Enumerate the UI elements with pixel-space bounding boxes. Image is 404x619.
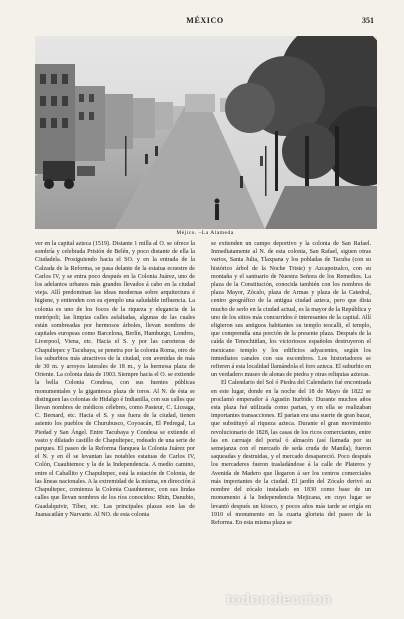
watermark: todocoleccion: [226, 591, 332, 608]
figure-caption: Méjico. –La Alameda: [176, 230, 234, 236]
running-title: MÉXICO: [186, 16, 224, 25]
paragraph: se extienden un campo deportivo y la colonia de San Rafael. Inmediatamente al N. de esta colonia, San Rafael, siguen otras varios, Santa Julia, Tlaxpana y los pobladas de Tacuba (con su histórico árbol de la Noche Triste) y Azcapotzalco, con su montaña y el santuario de Nuestra Señora de los Remedios. La plaza de la Constitución, conocida también con los nombres de plaza Mayor, Zócalo, plaza de Armas y plaza de la Catedral, centro geográfico de la antigua ciudad azteca, pero que dista mucho de serlo en la ciudad actual, es la mayor de la República y uno de los sitios más concurridos é interesantes de la capital. Allí eligieron sus antiguos habitantes su templo teocalli, el templo, que comprendía una porción de la presente plaza. Después de la caída de Tenochtitlan, los victoriosos españoles destruyeron el mexicano templo y los edificios adyacentes, según los inmediatos canales con sus escombros. Los historiadores se refieren á esta localidad llamándola el foro azteca. El suburbio en un verdadero museo de alonas de piedra y otras reliquias aztecas.: [211, 241, 371, 379]
page-header: [36, 16, 374, 28]
paragraph: El Calendario del Sol ó Piedra del Calendario fué encontrada en este lugar, donde en la noche del 18 de Mayo de 1822 se proclamó emperador á Agustín Iturbide. Durante muchos años esta plaza fué utilizada como parian, y en ella se realizaban importantes transacciones. El parian era una suerte de gran bazar, que substituyó al riqueza azteca. Durante el gran movimiento revolucionario de 1828, las casas de los ricos comerciantes, entre las en carruaje del portal ó almacén (así llamada por su semejanza con el mercado de seda cruda de Manila), fueron saqueadas y destruidas, y el mercado desapareció. Poco después los mercaderes fueron trasladándose á la calle de Plateros y Avenida de Madero que llegaron á ser los centros comerciales más importantes de la ciudad. El jardín del Zócalo derivó su nombre del zócalo instalado en 1830 como base de un monumento á la Independencia Mejicana, en cuyo lugar se levantó después un kiosco, y pocos años más tarde se erigía en 1910 el monumento en la cuarta glorieta del paseo de la Reforma. En esta misma plaza se: [211, 380, 371, 526]
text-column-left: [35, 240, 195, 612]
alameda-photograph: [35, 36, 377, 229]
text-column-right: [211, 240, 371, 612]
paragraph: ver en la capital azteca (1519). Distante 1 milla al O. se ofrece la sombría y celebrada Prisión de Belén, y poco distante de ella la Ciudadela. Prosiguiendo hacia el SO. y en la entrada de la Calzada de la Reforma, se pasa delante de la estatua ecuestre de Carlos IV, y se entra poco después en la Colonia Juárez, uno de los adelantos urbanos más grandes llevados á cabo en la ciudad vieja. Allí predominan las ideas modernas sobre arquitectura é higiene, y entienden con su ejemplo una saludable influencia. La colonia es uno de los focos de la riqueza y elegancia de la metrópoli; las limpias calles asfaltadas, algunas de las cuales están sombreadas por hermosos árboles, llevan nombres de capitales europeas como Barcelona, Berlín, Hamburgo, Londres, Liverpool, Viena, etc. Hacia el S. y por las carreteras de Chapultepec y Tacubaya, se penetra por la colonia Roma, otro de los suburbios más atractivos de la ciudad, con avenidas de más de 30 m. y arroyos laterales de 18 m., y la hermosa plaza de Oriente. La colonia data de 1903. Siempre hacia el O. se extiende la bella Colonia Condesa, con sus fuentes públicas monumentales y la gigantesca plaza de toros. Al N. de ésta se distinguen las colonias de Hidalgo é Indianilla, con sus calles que llevan nombres de médicos célebres, como Pasteur, C. Liceaga, C. Bernard, etc. Hacia el S. y sus fuera de la ciudad, tienen asiento los pueblos de Churubusco, Coyoacán, El Pedregal, La Piedad y San Ángel. Entre Tacubaya y Condesa se extiende el vasto y dilatado castillo de Chapultepec, rodeado de una serie de parques. El paseo de la Reforma flanquea la Colonia Juárez por el N. y en él se levantan las notables estatuas de Carlos IV, Colón, Cuauhtemoc y la de la Independencia. A medio camino, entre el Caballito y Chapultepec, está la estación de Colonia, de las líneas nacionales. A la extremidad de la misma, en dirección á Chapultepec, comienza la Colonia Cuauhtemoc, con sus lindas calles que llevan nombres de los ríos conocidos: Rhin, Danubio, Guadalquivir, Tíber, etc. Las principales plazas son las de Juanacatlán y Narvarte. Al NO. de esta colonia: [35, 241, 195, 518]
page-number: 351: [362, 16, 374, 25]
alameda-illustration: [35, 36, 377, 229]
